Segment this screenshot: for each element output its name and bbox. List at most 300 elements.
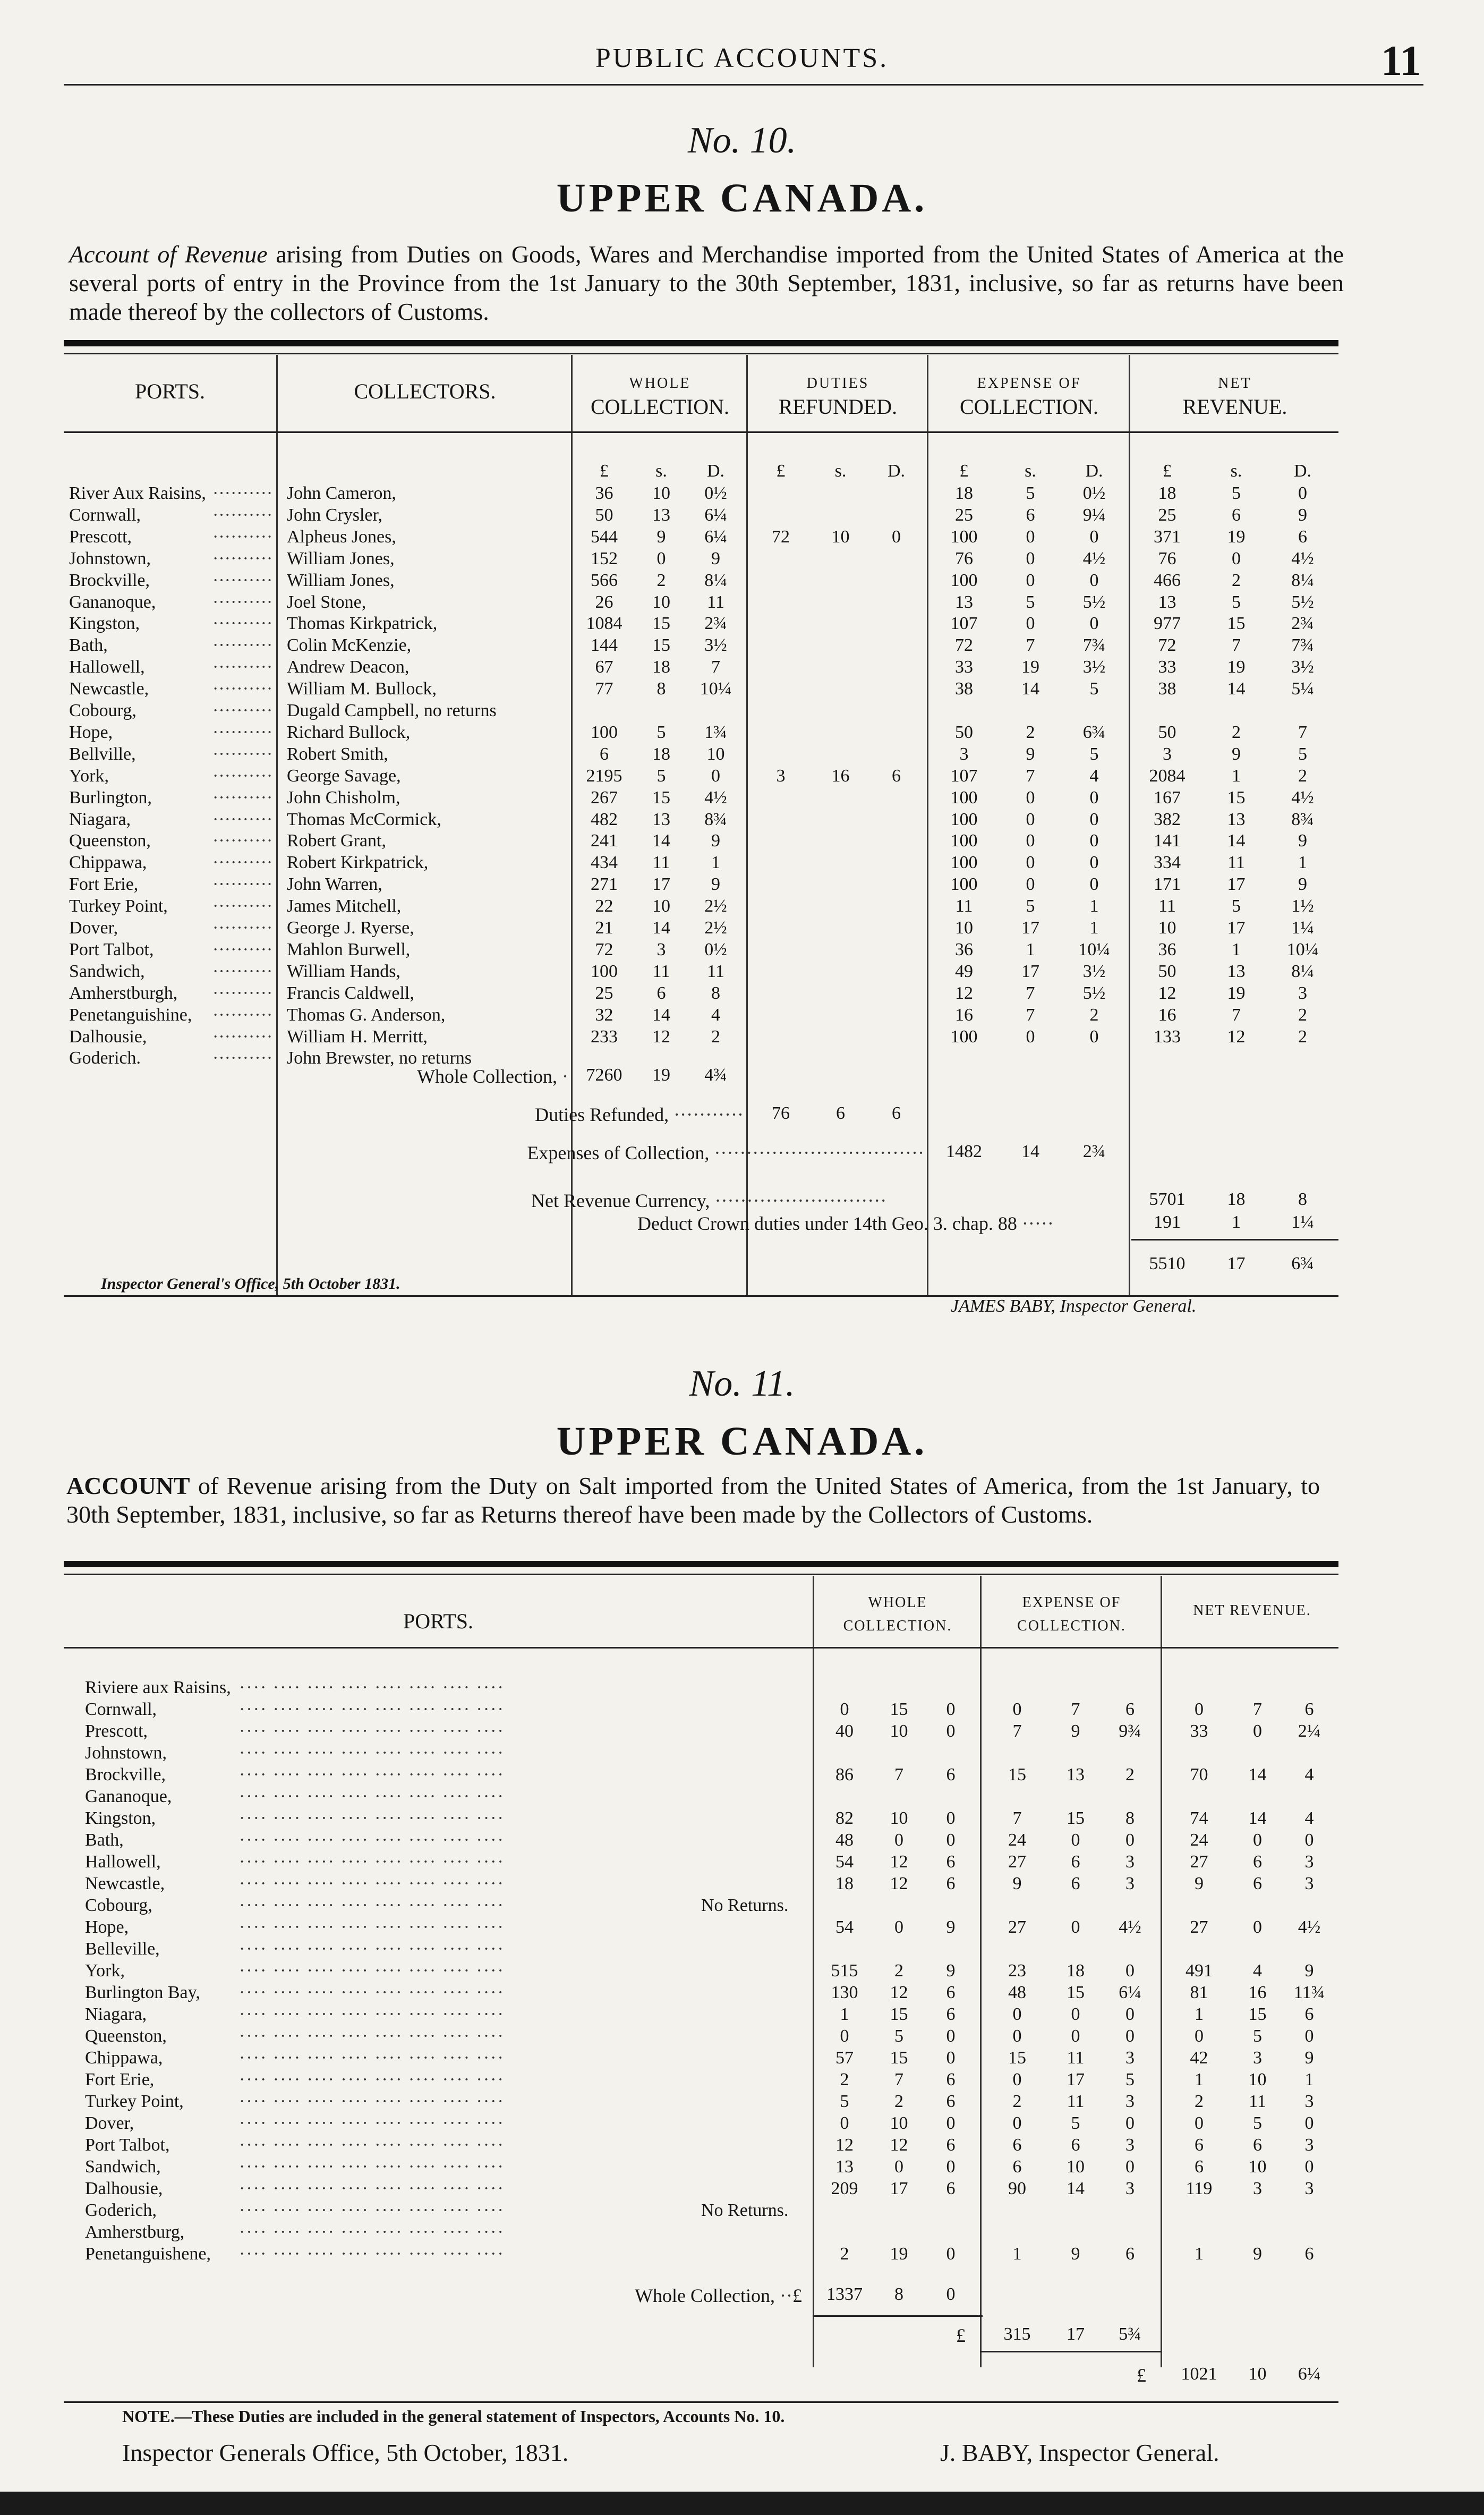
t11-header-whole: WHOLE COLLECTION. (843, 1594, 952, 1634)
t10-refunded-pounds: 76 (772, 1103, 790, 1123)
t10-value-cell: 19 (1227, 983, 1246, 1003)
t10-value-cell: 7¾ (1291, 635, 1314, 655)
t11-value-cell: 0 (946, 1721, 956, 1741)
t10-value-cell: 371 (1154, 527, 1181, 547)
t11-value-cell: 0 (1304, 2157, 1314, 2177)
t10-final-shillings: 17 (1227, 1254, 1246, 1273)
t10-value-cell: 2 (656, 571, 666, 590)
t10-unit-heading: £ (1163, 461, 1172, 481)
t11-row-leader: ···· ···· ···· ···· ···· ···· ···· ···· (239, 2048, 505, 2068)
t11-net-pence: 6¼ (1298, 2364, 1321, 2384)
t11-value-cell: 40 (835, 1721, 854, 1741)
t11-value-cell: 5 (894, 2026, 903, 2046)
t10-divider-5 (1129, 355, 1130, 1295)
t11-value-cell: 0 (1071, 2026, 1080, 2046)
t10-value-cell: 5 (1298, 744, 1307, 764)
t10-value-cell: 10¼ (700, 679, 732, 699)
t11-value-cell: 0 (1253, 1721, 1262, 1741)
t11-value-cell: 515 (831, 1961, 858, 1981)
t10-collector-cell: Robert Smith, (287, 744, 388, 764)
t10-port-cell: Cobourg, (69, 701, 137, 720)
t11-value-cell: 42 (1190, 2048, 1208, 2068)
t10-collector-cell: William H. Merritt, (287, 1027, 428, 1047)
t10-port-leader: ·········· (212, 635, 273, 655)
t11-value-cell: 11 (1067, 2092, 1085, 2111)
t10-collector-cell: William Jones, (287, 549, 395, 568)
t10-collector-cell: John Warren, (287, 874, 382, 894)
t11-value-cell: 9 (946, 1917, 956, 1937)
t11-value-cell: 18 (1067, 1961, 1085, 1981)
t11-value-cell: 0 (1012, 2026, 1022, 2046)
t11-value-cell: 15 (1008, 1765, 1026, 1785)
t11-port-cell: York, (85, 1961, 125, 1981)
t10-header-whole-small: WHOLE (629, 375, 691, 392)
t10-port-leader: ·········· (212, 592, 273, 612)
t10-header-expense (929, 372, 1129, 419)
t11-value-cell: 9 (1071, 1721, 1080, 1741)
t11-value-cell: 54 (835, 1917, 854, 1937)
t10-value-cell: 100 (950, 527, 978, 547)
t10-value-cell: 1 (1089, 918, 1099, 938)
table-11-number: No. 11. (689, 1363, 795, 1404)
t10-value-cell: 0 (1026, 1027, 1035, 1047)
t10-value-cell: 11 (1227, 853, 1245, 872)
t11-value-cell: 0 (1012, 2070, 1022, 2089)
t11-port-cell: Turkey Point, (85, 2092, 184, 2111)
t11-port-cell: Cobourg, (85, 1896, 152, 1915)
t10-header-refunded-small: DUTIES (806, 375, 869, 392)
t10-value-cell: 382 (1154, 810, 1181, 829)
t10-value-cell: 7 (1298, 723, 1307, 742)
t10-value-cell: 10¼ (1286, 940, 1319, 959)
t10-collector-cell: Joel Stone, (287, 592, 366, 612)
t10-port-cell: Bellville, (69, 744, 136, 764)
table-10-number: No. 10. (687, 120, 797, 161)
t10-value-cell: 10 (652, 896, 670, 916)
t10-value-cell: 2 (1298, 766, 1307, 786)
t11-value-cell: 3 (1304, 1852, 1314, 1872)
t11-value-cell: 0 (1125, 2004, 1135, 2024)
t10-value-cell: 152 (591, 549, 618, 568)
t10-value-cell: 1 (1298, 853, 1307, 872)
t11-value-cell: 6 (946, 1765, 956, 1785)
t11-value-cell: 4 (1253, 1961, 1262, 1981)
t11-port-cell: Amherstburg, (85, 2222, 185, 2242)
t10-value-cell: 5¼ (1291, 679, 1314, 699)
t11-port-cell: Brockville, (85, 1765, 166, 1785)
t11-value-cell: 3 (1125, 1852, 1135, 1872)
t10-value-cell: 2 (1232, 723, 1241, 742)
t11-note-cell: No Returns. (701, 1896, 807, 1916)
t11-value-cell: 6 (1304, 2244, 1314, 2264)
t11-row-leader: ···· ···· ···· ···· ···· ···· ···· ···· (239, 1830, 505, 1850)
t11-value-cell: 3 (1125, 2048, 1135, 2068)
t10-port-cell: Niagara, (69, 810, 131, 829)
t11-value-cell: 9 (946, 1961, 956, 1981)
t10-value-cell: 4½ (1082, 549, 1106, 568)
t11-net-shillings: 10 (1248, 2364, 1267, 2384)
t10-value-cell: 2195 (586, 766, 622, 786)
t10-value-cell: 26 (595, 592, 613, 612)
t10-value-cell: 9 (1026, 744, 1035, 764)
t11-expense-rule (980, 2351, 1161, 2352)
t11-value-cell: 0 (946, 1808, 956, 1828)
t10-port-cell: Dover, (69, 918, 118, 938)
t10-value-cell: 3 (1298, 983, 1307, 1003)
t10-value-cell: 18 (652, 657, 670, 677)
t10-value-cell: 3½ (704, 635, 727, 655)
t10-value-cell: 14 (652, 831, 670, 851)
t11-value-cell: 6 (946, 1874, 956, 1893)
page-bottom-edge (0, 2492, 1484, 2515)
t10-port-leader: ·········· (212, 788, 273, 808)
t10-value-cell: 12 (1158, 983, 1176, 1003)
t11-value-cell: 7 (894, 2070, 903, 2089)
t11-value-cell: 6 (1253, 1852, 1262, 1872)
t10-value-cell: 17 (1227, 874, 1246, 894)
t10-header-refunded (749, 372, 927, 419)
t10-value-cell: 5 (1232, 483, 1241, 503)
t10-unit-heading: £ (600, 461, 609, 481)
t10-value-cell: 17 (1227, 918, 1246, 938)
table-11-top-rule-thin (64, 1574, 1338, 1575)
t10-value-cell: 10 (1158, 918, 1176, 938)
t10-port-leader: ·········· (212, 896, 273, 916)
t11-value-cell: 0 (1125, 2113, 1135, 2133)
t10-value-cell: 8¼ (1291, 962, 1314, 981)
t11-row-leader: ···· ···· ···· ···· ···· ···· ···· ···· (239, 2244, 505, 2264)
t10-value-cell: 0½ (704, 483, 727, 503)
t10-value-cell: 4 (711, 1005, 720, 1025)
t10-total-whole-pence: 4¾ (704, 1065, 727, 1085)
t10-value-cell: 5½ (1082, 983, 1106, 1003)
t10-final-pence: 6¾ (1291, 1254, 1314, 1273)
t10-port-cell: Fort Erie, (69, 874, 139, 894)
t10-port-cell: Hallowell, (69, 657, 145, 677)
t11-value-cell: 5 (1253, 2113, 1262, 2133)
t10-value-cell: 7¾ (1082, 635, 1106, 655)
t11-row-leader: ···· ···· ···· ···· ···· ···· ···· ···· (239, 2222, 505, 2242)
t10-value-cell: 1 (1232, 766, 1241, 786)
t11-value-cell: 6 (1304, 2004, 1314, 2024)
t11-value-cell: 14 (1248, 1765, 1267, 1785)
t11-value-cell: 9 (1195, 1874, 1204, 1893)
t10-value-cell: 76 (955, 549, 973, 568)
t11-value-cell: 27 (1008, 1852, 1026, 1872)
t10-deduct-label (637, 1212, 1126, 1235)
t10-value-cell: 11 (955, 896, 973, 916)
table-11-intro (66, 1472, 1320, 1529)
t10-value-cell: 544 (591, 527, 618, 547)
t10-value-cell: 100 (950, 853, 978, 872)
t10-collector-cell: Andrew Deacon, (287, 657, 410, 677)
t11-value-cell: 0 (894, 2157, 903, 2177)
t11-value-cell: 6¼ (1119, 1983, 1141, 2002)
t10-value-cell: 38 (955, 679, 973, 699)
t11-value-cell: 48 (1008, 1983, 1026, 2002)
t11-value-cell: 0 (1125, 1961, 1135, 1981)
t11-value-cell: 14 (1067, 2179, 1085, 2198)
table-10-intro (69, 240, 1344, 326)
t10-value-cell: 0 (1232, 549, 1241, 568)
t10-value-cell: 0 (1026, 571, 1035, 590)
t10-value-cell: 167 (1154, 788, 1181, 808)
t11-value-cell: 6 (1071, 1852, 1080, 1872)
t10-header-net (1131, 372, 1338, 419)
t10-deduct-label-text: Deduct Crown duties under 14th Geo. 3. chap. 88 (637, 1213, 1017, 1234)
t10-value-cell: 7 (711, 657, 720, 677)
t11-value-cell: 15 (890, 2004, 908, 2024)
t10-port-leader: ·········· (212, 962, 273, 981)
t10-collector-cell: George Savage, (287, 766, 401, 786)
t10-value-cell: 8 (711, 983, 720, 1003)
t10-collector-cell: John Cameron, (287, 483, 396, 503)
t10-value-cell: 9 (711, 874, 720, 894)
t10-value-cell: 3 (656, 940, 666, 959)
t10-value-cell: 267 (591, 788, 618, 808)
t10-value-cell: 5 (1026, 896, 1035, 916)
t10-value-cell: 12 (652, 1027, 670, 1047)
t11-value-cell: 6 (1253, 2135, 1262, 2155)
t10-value-cell: 21 (595, 918, 613, 938)
t10-port-cell: Bath, (69, 635, 108, 655)
t10-expenses-shillings: 14 (1021, 1142, 1039, 1161)
t10-header-net-big: REVENUE. (1182, 395, 1287, 419)
t10-value-cell: 2¾ (1291, 614, 1314, 633)
t10-office: Inspector General's Office, 5th October 1831. (101, 1275, 400, 1293)
t10-net-currency-label-text: Net Revenue Currency, (531, 1190, 710, 1211)
t11-row-leader: ···· ···· ···· ···· ···· ···· ···· ···· (239, 1961, 505, 1981)
t11-value-cell: 15 (1248, 2004, 1267, 2024)
t10-value-cell: 100 (950, 571, 978, 590)
t11-value-cell: 27 (1008, 1917, 1026, 1937)
t10-value-cell: 6¼ (704, 505, 727, 525)
t11-value-cell: 86 (835, 1765, 854, 1785)
t10-collector-cell: Dugald Campbell, no returns (287, 701, 497, 720)
t11-value-cell: 6 (946, 2179, 956, 2198)
t11-value-cell: 0 (1125, 1830, 1135, 1850)
t11-value-cell: 6 (946, 1983, 956, 2002)
t10-value-cell: 50 (595, 505, 613, 525)
t11-value-cell: 491 (1186, 1961, 1213, 1981)
t11-whole-pence: 0 (946, 2284, 956, 2304)
t10-unit-heading: D. (887, 461, 906, 481)
t10-value-cell: 18 (1158, 483, 1176, 503)
t11-row-leader: ···· ···· ···· ···· ···· ···· ···· ···· (239, 1939, 505, 1959)
t10-value-cell: 5 (1089, 679, 1099, 699)
t10-value-cell: 5 (1089, 744, 1099, 764)
t11-net-pound-sign: £ (1137, 2365, 1146, 2386)
t11-value-cell: 27 (1190, 1917, 1208, 1937)
t10-port-leader: ·········· (212, 983, 273, 1003)
t11-row-leader: ···· ···· ···· ···· ···· ···· ···· ···· (239, 1678, 505, 1697)
t11-whole-shillings: 8 (894, 2284, 903, 2304)
t10-collector-cell: Mahlon Burwell, (287, 940, 411, 959)
t11-value-cell: 10 (1067, 2157, 1085, 2177)
t10-value-cell: 5 (1232, 896, 1241, 916)
t10-value-cell: 32 (595, 1005, 613, 1025)
t10-port-cell: Chippawa, (69, 853, 147, 872)
t10-value-cell: 15 (652, 614, 670, 633)
t11-note-cell: No Returns. (701, 2200, 807, 2221)
t10-value-cell: 14 (652, 918, 670, 938)
t11-value-cell: 0 (946, 2048, 956, 2068)
t10-value-cell: 5½ (1082, 592, 1106, 612)
t10-collector-cell: Thomas G. Anderson, (287, 1005, 446, 1025)
t10-whole-collection-label-text: Whole Collection, (417, 1066, 557, 1087)
t10-total-whole-shillings: 19 (652, 1065, 670, 1085)
t10-value-cell: 12 (1227, 1027, 1246, 1047)
t10-port-cell: River Aux Raisins, (69, 483, 206, 503)
t11-value-cell: 9 (1253, 2244, 1262, 2264)
t10-value-cell: 9 (1298, 831, 1307, 851)
t10-value-cell: 7 (1232, 635, 1241, 655)
t10-value-cell: 3 (1163, 744, 1172, 764)
t11-row-leader: ···· ···· ···· ···· ···· ···· ···· ···· (239, 1765, 505, 1785)
t10-value-cell: 8 (656, 679, 666, 699)
t10-value-cell: 9 (1232, 744, 1241, 764)
t10-value-cell: 14 (1021, 679, 1039, 699)
t10-value-cell: 10 (955, 918, 973, 938)
t10-port-leader: ·········· (212, 549, 273, 568)
t11-header-ports: PORTS. (403, 1609, 474, 1633)
t10-value-cell: 2½ (704, 896, 727, 916)
t10-refunded-pence: 6 (892, 1103, 901, 1123)
t10-value-cell: 0 (892, 527, 901, 547)
t11-value-cell: 12 (890, 1852, 908, 1872)
t10-value-cell: 0 (711, 766, 720, 786)
t10-value-cell: 2 (1298, 1027, 1307, 1047)
t10-value-cell: 13 (1158, 592, 1176, 612)
t10-value-cell: 19 (1227, 657, 1246, 677)
t11-value-cell: 7 (1071, 1700, 1080, 1719)
t10-value-cell: 15 (652, 635, 670, 655)
t11-value-cell: 48 (835, 1830, 854, 1850)
t11-port-cell: Queenston, (85, 2026, 167, 2046)
t10-expenses-pounds: 1482 (946, 1142, 982, 1161)
t11-port-cell: Penetanguishene, (85, 2244, 211, 2264)
t11-value-cell: 23 (1008, 1961, 1026, 1981)
t10-value-cell: 8¾ (704, 810, 727, 829)
t10-value-cell: 2 (1089, 1005, 1099, 1025)
t10-value-cell: 50 (1158, 723, 1176, 742)
t10-value-cell: 466 (1154, 571, 1181, 590)
t10-collector-cell: Robert Kirkpatrick, (287, 853, 429, 872)
t10-value-cell: 6 (600, 744, 609, 764)
t11-value-cell: 10 (890, 2113, 908, 2133)
t11-value-cell: 15 (890, 1700, 908, 1719)
t10-value-cell: 11 (1158, 896, 1176, 916)
t10-value-cell: 10¼ (1078, 940, 1110, 959)
t10-value-cell: 2 (1026, 723, 1035, 742)
t11-value-cell: 2 (840, 2244, 849, 2264)
t11-value-cell: 6 (946, 2135, 956, 2155)
t11-value-cell: 12 (890, 1874, 908, 1893)
t10-value-cell: 36 (1158, 940, 1176, 959)
t10-port-leader: ·········· (212, 810, 273, 829)
t10-expenses-pence: 2¾ (1082, 1142, 1106, 1161)
t11-value-cell: 0 (946, 1700, 956, 1719)
t11-port-cell: Riviere aux Raisins, (85, 1678, 231, 1697)
t10-collector-cell: John Crysler, (287, 505, 382, 525)
t11-value-cell: 14 (1248, 1808, 1267, 1828)
t10-value-cell: 16 (955, 1005, 973, 1025)
t10-value-cell: 50 (955, 723, 973, 742)
t10-collector-cell: Alpheus Jones, (287, 527, 396, 547)
t10-value-cell: 171 (1154, 874, 1181, 894)
t11-value-cell: 7 (894, 1765, 903, 1785)
t11-value-cell: 6 (1125, 2244, 1135, 2264)
t10-value-cell: 9 (711, 831, 720, 851)
t10-duties-refunded-label-text: Duties Refunded, (535, 1104, 669, 1125)
t10-value-cell: 11 (652, 962, 670, 981)
t11-header-net: NET REVENUE. (1193, 1602, 1311, 1619)
t10-value-cell: 76 (1158, 549, 1176, 568)
t10-value-cell: 100 (950, 810, 978, 829)
t10-port-cell: Goderich. (69, 1048, 141, 1068)
t10-header-whole-big: COLLECTION. (590, 395, 730, 419)
t11-value-cell: 0 (1304, 2113, 1314, 2133)
t10-value-cell: 13 (955, 592, 973, 612)
t11-row-leader: ···· ···· ···· ···· ···· ···· ···· ···· (239, 1787, 505, 1806)
t10-value-cell: 11 (652, 853, 670, 872)
t10-value-cell: 72 (1158, 635, 1176, 655)
t11-row-leader: ···· ···· ···· ···· ···· ···· ···· ···· (239, 2070, 505, 2089)
t11-value-cell: 6 (946, 2092, 956, 2111)
t11-value-cell: 0 (1071, 1917, 1080, 1937)
t11-port-cell: Niagara, (85, 2004, 147, 2024)
t10-port-leader: ·········· (212, 505, 273, 525)
t10-net-currency-shillings: 18 (1227, 1189, 1246, 1209)
t10-value-cell: 0 (1298, 483, 1307, 503)
table-11-top-rule (64, 1561, 1338, 1567)
t11-office: Inspector Generals Office, 5th October, 1831. (122, 2439, 569, 2466)
t11-value-cell: 10 (1248, 2070, 1267, 2089)
t11-value-cell: 11¾ (1293, 1983, 1325, 2002)
t10-collector-cell: John Chisholm, (287, 788, 400, 808)
t11-value-cell: 0 (1071, 2004, 1080, 2024)
t11-port-cell: Hope, (85, 1917, 129, 1937)
t11-value-cell: 0 (1012, 2004, 1022, 2024)
t10-value-cell: 334 (1154, 853, 1181, 872)
t10-net-currency-leader: ··························· (710, 1190, 887, 1211)
t10-port-cell: Port Talbot, (69, 940, 154, 959)
t10-value-cell: 17 (1021, 918, 1039, 938)
t10-value-cell: 0 (1089, 853, 1099, 872)
t10-value-cell: 0 (1026, 831, 1035, 851)
t10-signature: JAMES BABY, Inspector General. (951, 1296, 1197, 1316)
t11-row-leader: ···· ···· ···· ···· ···· ···· ···· ···· (239, 1874, 505, 1893)
t10-value-cell: 11 (707, 592, 724, 612)
t11-port-cell: Newcastle, (85, 1874, 165, 1893)
t10-value-cell: 49 (955, 962, 973, 981)
t10-value-cell: 7 (1026, 635, 1035, 655)
t10-value-cell: 0 (1089, 810, 1099, 829)
t11-row-leader: ···· ···· ···· ···· ···· ···· ···· ···· (239, 1852, 505, 1872)
t10-port-cell: Johnstown, (69, 549, 151, 568)
t11-value-cell: 2¼ (1298, 1721, 1321, 1741)
t11-note: NOTE.—These Duties are included in the general statement of Inspectors, Accounts No. 10. (122, 2407, 785, 2426)
t10-value-cell: 38 (1158, 679, 1176, 699)
t10-unit-heading: D. (1293, 461, 1312, 481)
t10-port-cell: Turkey Point, (69, 896, 168, 916)
t10-header-collectors: COLLECTORS. (354, 379, 496, 403)
t10-value-cell: 0 (1089, 788, 1099, 808)
t10-value-cell: 14 (1227, 679, 1246, 699)
t10-port-cell: Sandwich, (69, 962, 145, 981)
t11-value-cell: 70 (1190, 1765, 1208, 1785)
t10-port-leader: ·········· (212, 1005, 273, 1025)
